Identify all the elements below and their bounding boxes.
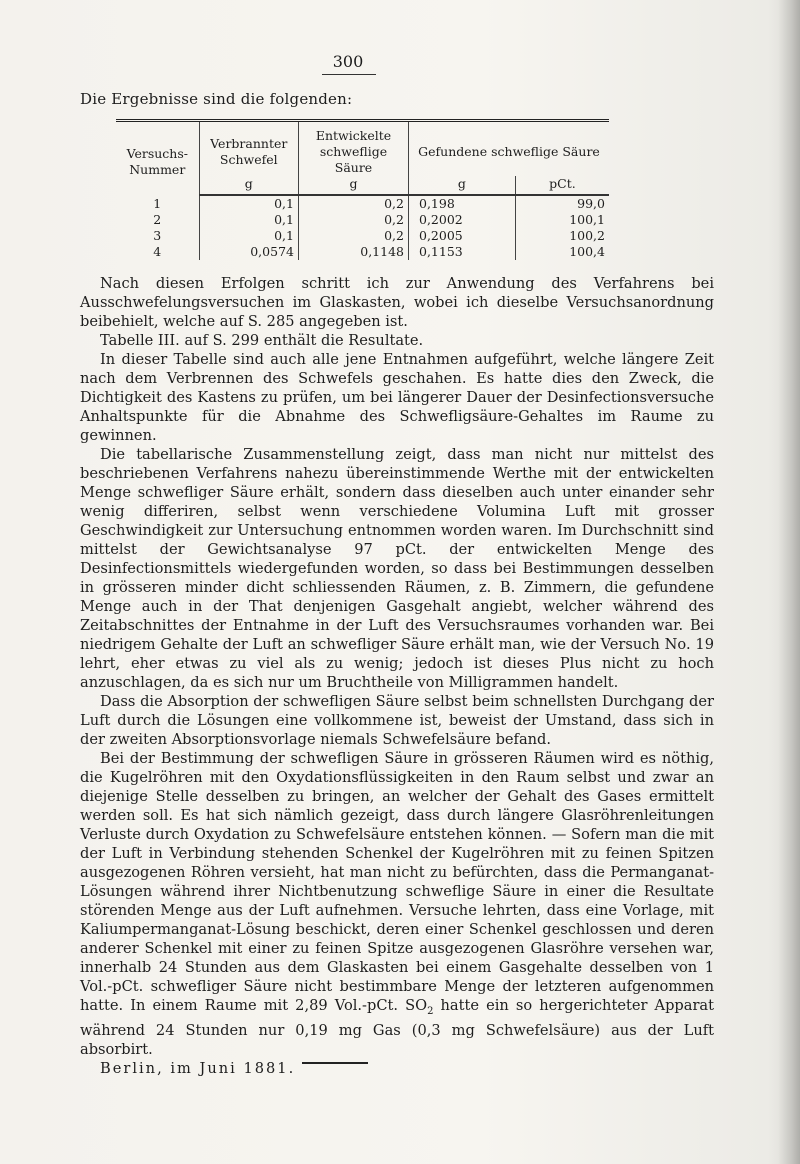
header-gefunden: Gefundene schweflige Säure	[418, 144, 600, 159]
cell-nr: 4	[116, 244, 199, 260]
page-edge-shadow	[778, 0, 800, 1164]
header-entwickelt: Entwickelte schweflige Säure	[298, 121, 408, 177]
cell-verbrannt: 0,1	[199, 212, 298, 228]
cell-nr: 3	[116, 228, 199, 244]
cell-nr: 2	[116, 212, 199, 228]
table-row	[116, 195, 609, 212]
table-row	[116, 212, 609, 228]
cell-gefunden-g: 0,2005	[409, 228, 516, 244]
subscript: 2	[427, 1005, 434, 1017]
body-text	[80, 274, 714, 1078]
cell-verbrannt: 0,0574	[199, 244, 298, 260]
cell-pct: 100,1	[569, 212, 605, 227]
header-verbrannt: Verbrannter Schwefel	[199, 121, 298, 177]
cell-entwickelt: 0,2	[298, 228, 408, 244]
unit-verbrannt: g	[199, 176, 298, 195]
cell-entwickelt: 0,2	[298, 212, 408, 228]
paragraph: Die tabellarische Zusammenstellung zeigt, dass man nicht nur mittelst des beschriebenen Verfahrens nahezu übereinstimmende Werthe mit der entwickelten Menge schwefliger Säure erhält, sondern dass dieselben auch unter einander sehr wenig differiren, selbst wenn verschiedene Volumina Luft mit grosser Geschwindigkeit zur Untersuchung entnommen worden waren. Im Durchschnitt sind mittelst der Gewichtsanalyse 97 pCt. der entwickelten Menge des Desinfectionsmittels wiedergefunden worden, so dass bei Bestimmungen desselben in grösseren minder dicht schliessenden Räumen, z. B. Zimmern, die gefundene Menge auch in der That denjenigen Gasgehalt angiebt, welcher während des Zeitabschnittes der Entnahme in der Luft des Versuchsraumes vorhanden war. Bei niedrigem Gehalte der Luft an schwefliger Säure erhält man, wie der Versuch No. 19 lehrt, eher etwas zu viel als zu wenig; jedoch ist dieses Plus nicht zu hoch anzuschlagen, da es sich nur um Bruchtheile von Milligrammen handelt.	[80, 446, 714, 691]
cell-nr: 1	[116, 195, 199, 212]
cell-gefunden-g: 0,2002	[409, 212, 516, 228]
cell-entwickelt: 0,1148	[298, 244, 408, 260]
cell-pct: 100,2	[569, 228, 605, 243]
unit-entwickelt: g	[298, 176, 408, 195]
cell-verbrannt: 0,1	[199, 195, 298, 212]
cell-gefunden-g: 0,198	[409, 195, 516, 212]
table-row	[116, 228, 609, 244]
closing-line: Berlin, im Juni 1881.	[100, 1059, 296, 1077]
cell-entwickelt: 0,2	[298, 195, 408, 212]
paragraph-text: Bei der Bestimmung der schwefligen Säure in grösseren Räumen wird es nöthig, die Kugelröhren mit den Oxydationsflüssigkeiten in den Raum selbst und zwar an diejenige Stelle desselben zu bringen, an welcher der Gehalt des Gases ermittelt werden soll. Es hat sich nämlich gezeigt, dass durch längere Glasröhrenleitungen Verluste durch Oxydation zu Schwefelsäure entstehen können. — Sofern man die mit der Luft in Verbindung stehenden Schenkel der Kugelröhren mit zu feinen Spitzen ausgezogenen Röhren versieht, hat man nicht zu befürchten, dass die Permanganat-Lösungen während ihrer Nichtbenutzung schweflige Säure in einer die Resultate störenden Menge aus der Luft aufnehmen. Versuche lehrten, dass eine Vorlage, mit Kaliumpermanganat-Lösung beschickt, deren einer Schenkel geschlossen und deren anderer Schenkel mit einer zu feinen Spitze ausgezogenen Glasröhre versehen war, innerhalb 24 Stunden aus dem Glaskasten bei einem Gasgehalte desselben von 1 Vol.-pCt. schwefliger Säure nicht bestimmbare Menge der letzteren aufgenommen hatte. In einem Raume mit 2,89 Vol.-pCt. SO	[80, 750, 714, 1014]
paragraph	[80, 749, 714, 1059]
page-number-rule	[322, 74, 376, 75]
paragraph: Nach diesen Erfolgen schritt ich zur Anwendung des Verfahrens bei Ausschwefelungsversuchen im Glaskasten, wobei ich dieselbe Versuchsanordnung beibehielt, welche auf S. 285 angegeben ist.	[80, 275, 714, 330]
unit-gefunden-pct: pCt.	[515, 176, 609, 195]
paragraph: Tabelle III. auf S. 299 enthält die Resultate.	[100, 332, 424, 349]
cell-pct: 99,0	[577, 196, 605, 211]
cell-gefunden-g: 0,1153	[409, 244, 516, 260]
closing-rule	[302, 1062, 368, 1064]
results-table	[116, 119, 609, 260]
unit-gefunden-g: g	[409, 176, 516, 195]
header-nummer: Versuchs-Nummer	[116, 121, 199, 196]
intro-line: Die Ergebnisse sind die folgenden:	[80, 90, 353, 108]
paragraph: In dieser Tabelle sind auch alle jene Entnahmen aufgeführt, welche längere Zeit nach dem Verbrennen des Schwefels geschahen. Es hatte dies den Zweck, die Dichtigkeit des Kastens zu prüfen, um bei längerer Dauer der Desinfectionsversuche Anhaltspunkte für die Abnahme des Schwefligsäure-Gehaltes im Raume zu gewinnen.	[80, 351, 714, 444]
paragraph: Dass die Absorption der schwefligen Säure selbst beim schnellsten Durchgang der Luft durch die Lösungen eine vollkommene ist, beweist der Umstand, dass sich in der zweiten Absorptionsvorlage niemals Schwefelsäure befand.	[80, 693, 714, 748]
cell-verbrannt: 0,1	[199, 228, 298, 244]
table-row	[116, 244, 609, 260]
cell-pct: 100,4	[569, 244, 605, 259]
paragraph-text: hatte ein so hergerichteter Apparat während 24 Stunden nur 0,19 mg Gas (0,3 mg Schwefelsäure) aus der Luft absorbirt.	[80, 997, 714, 1058]
page-number: 300	[332, 52, 364, 71]
